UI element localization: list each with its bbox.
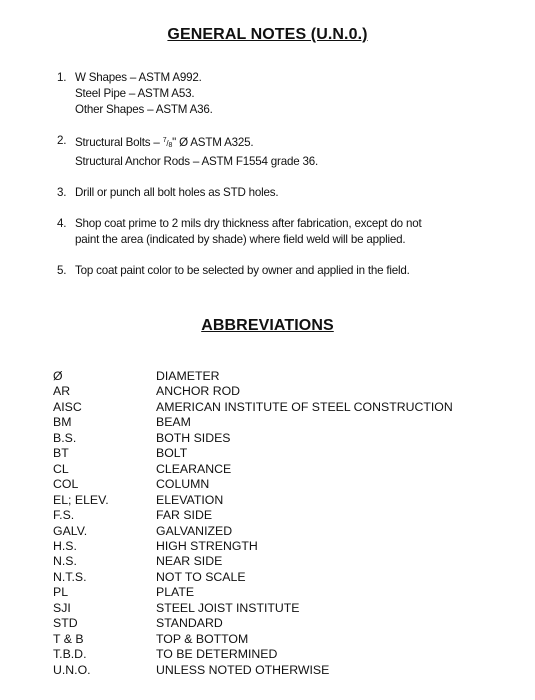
abbreviation-meaning: BOTH SIDES [156, 430, 231, 445]
abbreviation-row [53, 585, 513, 600]
abbreviation-row [53, 462, 513, 477]
note-item [57, 216, 507, 248]
abbreviation-meaning: NOT TO SCALE [156, 569, 246, 584]
abbreviation-row [53, 554, 513, 569]
abbreviation-meaning: TOP & BOTTOM [156, 631, 249, 646]
note-line: Structural Anchor Rods – ASTM F1554 grade 36. [75, 155, 318, 168]
abbreviation-term: EL; ELEV. [53, 492, 109, 507]
abbreviation-meaning: GALVANIZED [156, 523, 233, 538]
note-line: Drill or punch all bolt holes as STD holes. [75, 186, 279, 199]
note-line: W Shapes – ASTM A992. [75, 71, 202, 84]
abbreviation-row [53, 508, 513, 523]
abbreviation-term: SJI [53, 600, 71, 615]
note-text: " Ø ASTM A325. [172, 136, 254, 149]
abbreviation-term: STD [53, 616, 78, 631]
abbreviation-meaning: ANCHOR ROD [156, 384, 241, 399]
abbreviation-row [53, 446, 513, 461]
abbreviation-meaning: UNLESS NOTED OTHERWISE [156, 662, 330, 677]
abbreviation-meaning: NEAR SIDE [156, 554, 223, 569]
abbreviation-term: N.T.S. [53, 569, 87, 584]
general-notes-list [57, 70, 507, 294]
abbreviation-term: Ø [53, 369, 63, 383]
note-line: Steel Pipe – ASTM A53. [75, 87, 195, 100]
abbreviation-meaning: STANDARD [156, 616, 223, 631]
abbreviation-row [53, 477, 513, 492]
abbreviation-row [53, 663, 513, 678]
note-line [75, 133, 507, 154]
abbreviation-term: COL [53, 477, 79, 492]
abbreviation-term: U.N.O. [53, 662, 91, 677]
abbreviation-meaning: HIGH STRENGTH [156, 538, 258, 553]
abbreviation-term: CL [53, 461, 69, 476]
note-number: 3. [57, 186, 67, 199]
abbreviation-meaning: FAR SIDE [156, 508, 213, 523]
abbreviation-term: GALV. [53, 523, 88, 538]
abbreviation-meaning: BEAM [156, 415, 191, 430]
bolt-size-fraction: $^7/_8$ [162, 137, 173, 149]
note-item [57, 185, 507, 201]
abbreviation-meaning: DIAMETER [156, 369, 220, 383]
abbreviation-term: AISC [53, 399, 82, 414]
abbreviation-row [53, 400, 513, 415]
abbreviation-row [53, 384, 513, 399]
note-line: Shop coat prime to 2 mils dry thickness after fabrication, except do not [75, 217, 422, 230]
abbreviations-title: ABBREVIATIONS [201, 317, 334, 334]
note-text: Structural Bolts – [75, 136, 163, 149]
note-line: Top coat paint color to be selected by owner and applied in the field. [75, 264, 410, 277]
abbreviation-row [53, 369, 513, 384]
note-item [57, 263, 507, 279]
abbreviation-meaning: COLUMN [156, 477, 210, 492]
note-line: Other Shapes – ASTM A36. [75, 103, 213, 116]
abbreviation-term: PL [53, 585, 69, 600]
abbreviation-term: BT [53, 446, 69, 461]
abbreviation-meaning: STEEL JOIST INSTITUTE [156, 600, 300, 615]
note-number: 1. [57, 71, 67, 84]
abbreviation-meaning: AMERICAN INSTITUTE OF STEEL CONSTRUCTION [156, 399, 453, 414]
note-number: 4. [57, 217, 67, 230]
abbreviation-row [53, 493, 513, 508]
abbreviation-meaning: CLEARANCE [156, 461, 232, 476]
abbreviation-term: N.S. [53, 554, 77, 569]
abbreviation-meaning: PLATE [156, 585, 195, 600]
abbreviations-list [53, 369, 513, 678]
note-item [57, 70, 507, 118]
abbreviation-term: F.S. [53, 508, 75, 523]
abbreviation-term: B.S. [53, 430, 77, 445]
abbreviation-row [53, 539, 513, 554]
general-notes-title: GENERAL NOTES (U.N.0.) [167, 26, 368, 43]
abbreviation-row [53, 647, 513, 662]
abbreviation-term: T & B [53, 631, 84, 646]
abbreviation-term: T.B.D. [53, 647, 87, 662]
abbreviation-meaning: TO BE DETERMINED [156, 647, 278, 662]
abbreviation-term: AR [53, 384, 71, 399]
abbreviation-meaning: BOLT [156, 446, 188, 461]
abbreviation-row [53, 616, 513, 631]
abbreviation-term: H.S. [53, 538, 77, 553]
abbreviation-row [53, 415, 513, 430]
note-line: paint the area (indicated by shade) where field weld will be applied. [75, 233, 406, 246]
note-number: 2. [57, 134, 67, 147]
abbreviation-row [53, 632, 513, 647]
abbreviation-row [53, 431, 513, 446]
abbreviation-row [53, 601, 513, 616]
abbreviation-term: BM [53, 415, 72, 430]
abbreviation-row [53, 524, 513, 539]
note-number: 5. [57, 264, 67, 277]
abbreviation-meaning: ELEVATION [156, 492, 224, 507]
note-item [57, 133, 507, 170]
abbreviation-row [53, 570, 513, 585]
